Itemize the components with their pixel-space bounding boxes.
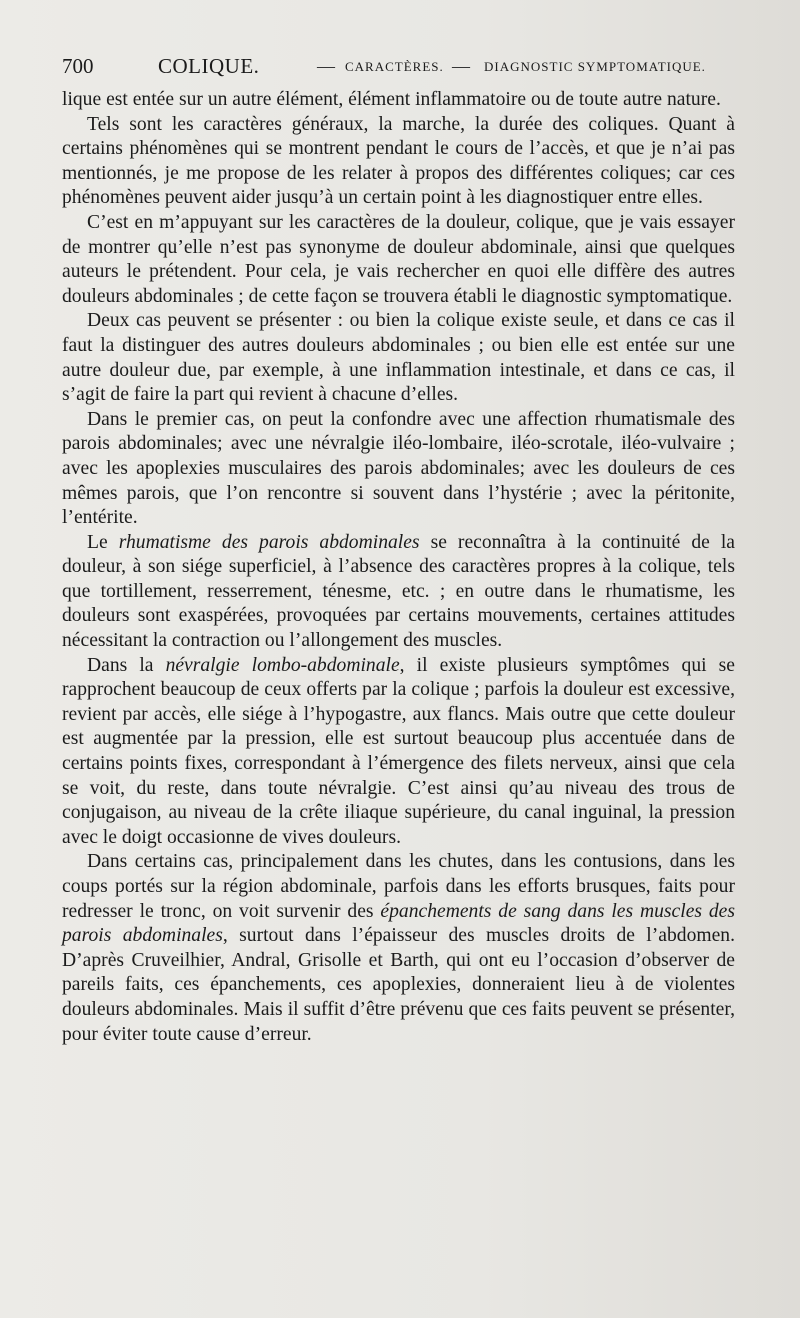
- text-run: , il existe plusieurs symptômes qui se rapprochent beaucoup de ceux offerts par la colique ; parfois la douleur est excessive, revient par accès, elle siége à l’hypogastre, aux flancs. Mais outre que cette douleur est augmentée par la pression, elle est surtout beaucoup plus accentuée dans de certains points fixes, correspondant à l’émergence des filets nerveux, ainsi que cela se voit, du reste, dans toute névralgie. C’est ainsi qu’au niveau des trous de conjugaison, au niveau de la crête iliaque supérieure, du canal inguinal, la pression avec le doigt occasionne de vives douleurs.: [62, 654, 735, 848]
- paragraph: [62, 408, 735, 531]
- running-header: [62, 50, 742, 84]
- italic-phrase: rhumatisme des parois abdominales: [118, 531, 420, 553]
- page-number: 700: [62, 54, 94, 78]
- paragraph: [62, 88, 735, 113]
- body-text: [62, 88, 735, 1047]
- header-separator: —: [452, 56, 470, 76]
- text-run: Dans certains cas, principalement dans les chutes, dans les contusions, dans les coups portés sur la région abdominale, parfois dans les efforts brusques, faits pour redresser le tronc, on voit survenir des: [62, 851, 735, 922]
- text-run: Tels sont les caractères généraux, la marche, la durée des coliques. Quant à certains phénomènes qui se montrent pendant le cours de l’accès, et que je n’ai pas mentionnés, je me propose de les relater à propos des différentes coliques; car ces phénomènes peuvent aider jusqu’à un certain point à les diagnostiquer entre elles.: [62, 113, 735, 209]
- text-run: Deux cas peuvent se présenter : ou bien la colique existe seule, et dans ce cas il faut la distinguer des autres douleurs abdominales ; ou bien elle est entée sur une autre douleur due, par exemple, à une inflammation intestinale, et dans ce cas, il s’agit de faire la part qui revient à chacune d’elles.: [62, 310, 735, 406]
- paragraph: [62, 654, 735, 851]
- paragraph: [62, 850, 735, 1047]
- header-separator: —: [317, 56, 335, 76]
- paragraph: [62, 309, 735, 407]
- italic-phrase: épanchements de sang dans les muscles des parois abdominales: [62, 900, 736, 947]
- text-run: Dans la: [87, 654, 166, 676]
- text-run: Dans le premier cas, on peut la confondre avec une affection rhumatismale des parois abdominales; avec une névralgie iléo-lombaire, iléo-scrotale, iléo-vulvaire ; avec les apoplexies musculaires des parois abdominales; avec les douleurs de ces mêmes parois, que l’on rencontre si souvent dans l’hystérie ; avec la péritonite, l’entérite.: [62, 408, 735, 529]
- section-title: CARACTÈRES.: [345, 59, 444, 74]
- text-run: se reconnaîtra à la continuité de la douleur, à son siége superficiel, à l’absence des caractères propres à la colique, tels que tortillement, resserrement, ténesme, etc. ; en outre dans le rhumatisme, les douleurs sont exaspérées, provoquées par certains mouvements, certaines attitudes nécessitant la contraction ou l’allongement des muscles.: [62, 531, 735, 652]
- text-run: , surtout dans l’épaisseur des muscles droits de l’abdomen. D’après Cruveilhier, Andral, Grisolle et Barth, qui ont eu l’occasion d’observer de pareils faits, ces épanchements, ces apoplexies, donneraient lieu à de violentes douleurs abdominales. Mais il suffit d’être prévenu que ces faits peuvent se présenter, pour éviter toute cause d’erreur.: [62, 925, 735, 1045]
- text-run: Le: [87, 531, 119, 553]
- subsection-title: DIAGNOSTIC SYMPTOMATIQUE.: [484, 59, 706, 74]
- text-run: lique est entée sur un autre élément, élément inflammatoire ou de toute autre nature.: [62, 89, 721, 110]
- paragraph: [62, 211, 735, 309]
- text-run: C’est en m’appuyant sur les caractères de la douleur, colique, que je vais essayer de montrer qu’elle n’est pas synonyme de douleur abdominale, ainsi que quelques auteurs le prétendent. Pour cela, je vais rechercher en quoi elle diffère des autres douleurs abdominales ; de cette façon se trouvera établi le diagnostic symptomatique.: [62, 211, 735, 307]
- italic-phrase: névralgie lombo-abdominale: [165, 654, 400, 676]
- paragraph: [62, 113, 735, 211]
- chapter-title: COLIQUE.: [158, 54, 260, 78]
- paragraph: [62, 531, 735, 654]
